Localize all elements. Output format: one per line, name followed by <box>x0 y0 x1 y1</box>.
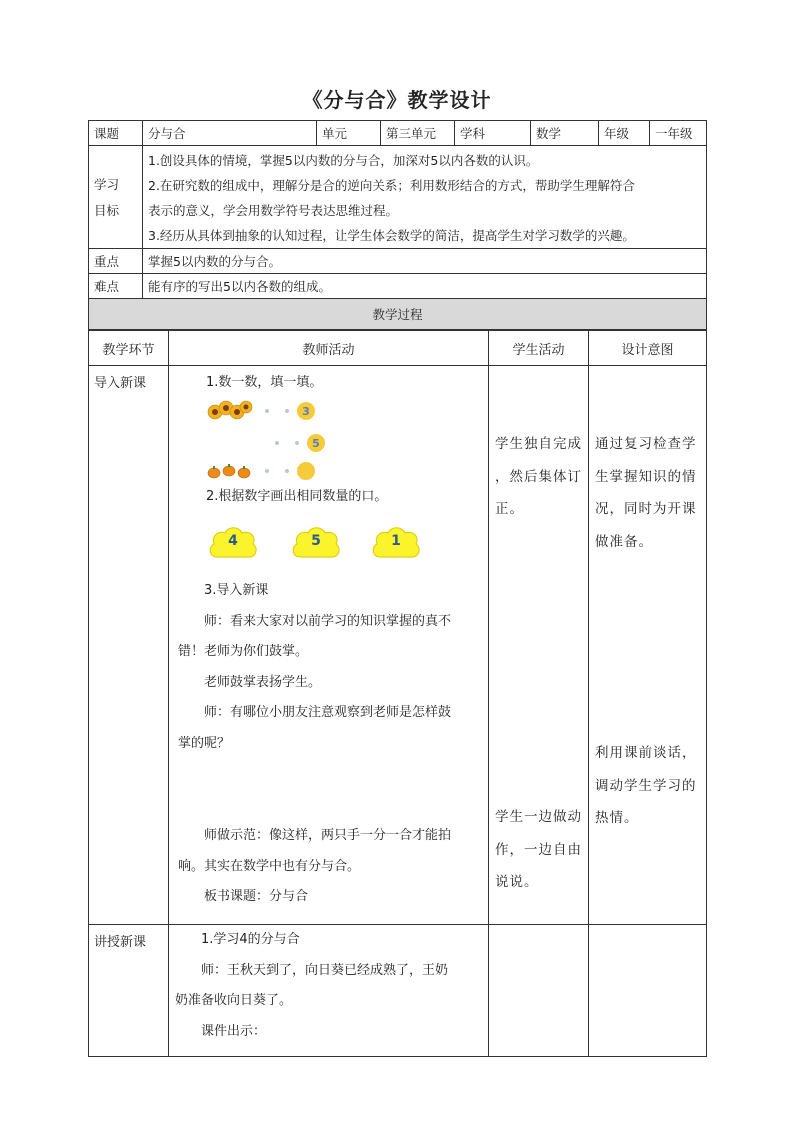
column-header: 教师活动 <box>169 331 489 366</box>
topic-value: 分与合 <box>143 121 317 146</box>
difficulty-label: 难点 <box>89 274 143 299</box>
topic-label: 课题 <box>89 121 143 146</box>
text-line: 做准备。 <box>595 533 653 550</box>
text-line: 正。 <box>495 501 524 517</box>
intro-dialogue <box>175 576 487 759</box>
text-line: 作，一边自由 <box>495 841 582 858</box>
sunflower-icon <box>207 398 253 424</box>
stage-intro: 导入新课 <box>89 366 169 925</box>
student-note-a <box>495 428 582 526</box>
dots-row <box>267 432 325 454</box>
column-header: 学生活动 <box>489 331 589 366</box>
cloud-number: 4 <box>228 533 238 549</box>
dot-icon <box>275 441 279 445</box>
number-badge: 5 <box>307 434 325 452</box>
intro-line: 板书课题：分与合 <box>204 889 309 904</box>
info-table <box>88 120 707 330</box>
student-activity-teach <box>489 925 589 1057</box>
cloud-card <box>370 523 422 567</box>
key-point-label: 重点 <box>89 249 143 274</box>
dot-icon <box>285 469 289 473</box>
intro-line: 老师鼓掌表扬学生。 <box>204 674 322 690</box>
cloud-number: 5 <box>311 533 321 549</box>
teach-lines <box>169 925 488 1047</box>
number-badge <box>297 462 315 480</box>
intro-line: 1.数一数，填一填。 <box>206 375 323 390</box>
intro-line: 师：有哪位小朋友注意观察到老师是怎样鼓 <box>204 705 452 720</box>
intent-note-b <box>595 737 697 835</box>
teach-line: 课件出示： <box>201 1023 267 1039</box>
unit-value: 第三单元 <box>381 121 455 146</box>
intro-line: 师：看来大家对以前学习的知识掌握的真不 <box>204 613 452 629</box>
cloud-number: 1 <box>391 533 401 549</box>
text-line: 学生一边做动 <box>495 809 582 825</box>
objectives-content <box>143 146 707 249</box>
stage-teach: 讲授新课 <box>89 925 169 1057</box>
text-line: 调动学生学习的 <box>595 777 697 794</box>
teacher-activity-teach <box>169 925 489 1057</box>
grade-label: 年级 <box>599 121 650 146</box>
dot-icon <box>265 409 269 413</box>
grade-value: 一年级 <box>650 121 707 146</box>
teach-line: 师：王秋天到了，向日葵已经成熟了，王奶 <box>201 962 449 978</box>
intro-line: 2.根据数字画出相同数量的口。 <box>206 489 388 504</box>
design-intent-teach <box>589 925 707 1057</box>
text-line: 通过复习检查学 <box>595 436 697 452</box>
page-title: 《分与合》教学设计 <box>302 88 492 112</box>
pumpkin-row <box>207 460 315 482</box>
student-note-b <box>495 801 582 899</box>
design-intent-intro <box>589 366 707 925</box>
pumpkin-icon <box>207 462 253 480</box>
subject-label: 学科 <box>455 121 531 146</box>
difficulty-value: 能有序的写出5以内各数的组成。 <box>143 274 707 299</box>
cloud-card <box>207 523 259 567</box>
dot-icon <box>285 409 289 413</box>
sunflower-row <box>207 400 315 422</box>
process-table <box>88 330 707 1057</box>
intro-line: 错！老师为你们鼓掌。 <box>178 644 309 659</box>
unit-label: 单元 <box>317 121 381 146</box>
intro-demo <box>175 821 487 913</box>
objectives-label: 学习 目标 <box>89 146 143 249</box>
column-header: 设计意图 <box>589 331 707 366</box>
text-line: 生掌握知识的情 <box>595 468 697 485</box>
objective-item: 2.在研究数的组成中，理解分是合的逆向关系；利用数形结合的方式，帮助学生理解符合 <box>148 178 635 193</box>
teacher-activity-intro <box>169 366 489 925</box>
dot-icon <box>295 441 299 445</box>
text-line: 说说。 <box>495 874 539 890</box>
intro-line: 掌的呢？ <box>178 735 231 751</box>
text-line: 学生独自完成 <box>495 436 582 452</box>
student-activity-intro <box>489 366 589 925</box>
objective-item: 3.经历从具体到抽象的认知过程，让学生体会数学的简洁，提高学生对学习数学的兴趣。 <box>148 228 635 243</box>
teach-line: 奶准备收向日葵了。 <box>175 993 293 1008</box>
cloud-card <box>290 523 342 567</box>
process-section-title: 教学过程 <box>89 299 707 330</box>
text-line: 热情。 <box>595 810 639 826</box>
dot-icon <box>265 469 269 473</box>
text-line: 况，同时为开课 <box>595 501 697 517</box>
intro-line: 响。其实在数学中也有分与合。 <box>178 858 361 874</box>
text-line: ，然后集体订 <box>495 468 582 485</box>
column-header: 教学环节 <box>89 331 169 366</box>
number-badge: 3 <box>297 402 315 420</box>
objective-item: 1.创设具体的情境，掌握5以内数的分与合，加深对5以内各数的认识。 <box>148 153 539 168</box>
subject-value: 数学 <box>531 121 599 146</box>
intent-note-a <box>595 428 697 558</box>
teach-line: 1.学习4的分与合 <box>201 932 300 947</box>
intro-line: 师做示范：像这样，两只手一分一合才能拍 <box>204 828 452 843</box>
objective-item: 表示的意义，学会用数学符号表达思维过程。 <box>148 203 399 218</box>
intro-line: 3.导入新课 <box>204 583 269 598</box>
text-line: 利用课前谈话， <box>595 745 697 761</box>
key-point-value: 掌握5以内数的分与合。 <box>143 249 707 274</box>
